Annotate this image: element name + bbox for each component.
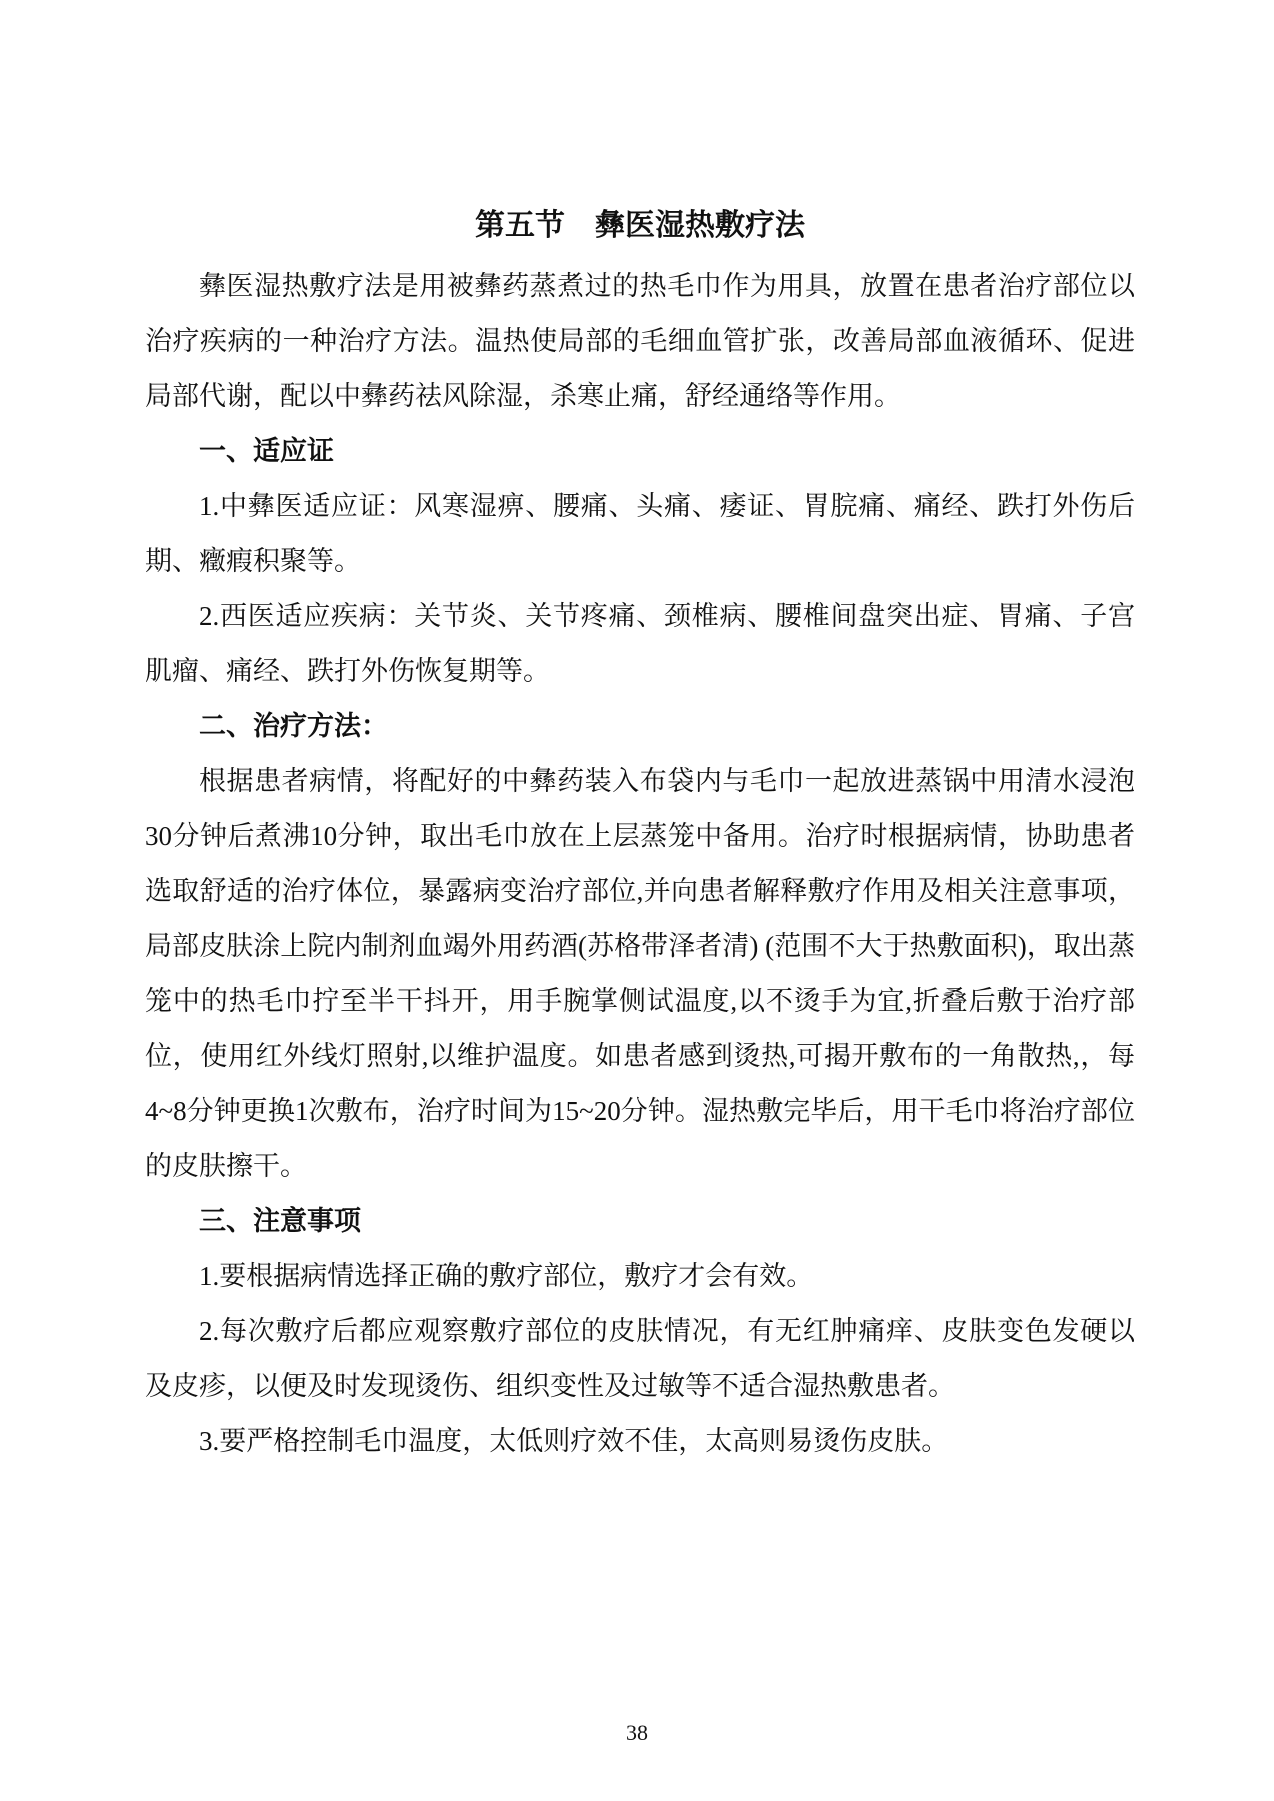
page-number: 38 [626, 1720, 648, 1745]
indications-item-2: 2.西医适应疾病：关节炎、关节疼痛、颈椎病、腰椎间盘突出症、胃痛、子宫肌瘤、痛经、跌打外伤恢复期等。 [145, 601, 1135, 686]
page-footer [0, 1718, 1274, 1748]
precautions-item-3: 3.要严格控制毛巾温度，太低则疗效不佳，太高则易烫伤皮肤。 [199, 1426, 949, 1456]
heading-precautions: 三、注意事项 [199, 1206, 361, 1236]
treatment-method-paragraph: 根据患者病情，将配好的中彝药装入布袋内与毛巾一起放进蒸锅中用清水浸泡30分钟后煮沸10分钟，取出毛巾放在上层蒸笼中备用。治疗时根据病情，协助患者选取舒适的治疗体位，暴露病变治疗部位,并向患者解释敷疗作用及相关注意事项，局部皮肤涂上院内制剂血竭外用药酒(苏格带泽者清) (范围不大于热敷面积)，取出蒸笼中的热毛巾拧至半干抖开，用手腕掌侧试温度,以不烫手为宜,折叠后敷于治疗部位，使用红外线灯照射,以维护温度。如患者感到烫热,可揭开敷布的一角散热,，每4~8分钟更换1次敷布，治疗时间为15~20分钟。湿热敷完毕后，用干毛巾将治疗部位的皮肤擦干。 [145, 766, 1135, 1181]
document-body [145, 198, 1135, 1469]
precautions-item-2: 2.每次敷疗后都应观察敷疗部位的皮肤情况，有无红肿痛痒、皮肤变色发硬以及皮疹，以便及时发现烫伤、组织变性及过敏等不适合湿热敷患者。 [145, 1316, 1135, 1401]
section-title: 第五节 彝医湿热敷疗法 [475, 209, 805, 242]
heading-indications: 一、适应证 [199, 436, 334, 466]
intro-paragraph: 彝医湿热敷疗法是用被彝药蒸煮过的热毛巾作为用具，放置在患者治疗部位以治疗疾病的一种治疗方法。温热使局部的毛细血管扩张，改善局部血液循环、促进局部代谢，配以中彝药祛风除湿，杀寒止痛，舒经通络等作用。 [145, 271, 1135, 411]
precautions-item-1: 1.要根据病情选择正确的敷疗部位，敷疗才会有效。 [199, 1261, 814, 1291]
heading-treatment-method: 二、治疗方法： [199, 711, 388, 741]
indications-item-1: 1.中彝医适应证：风寒湿痹、腰痛、头痛、痿证、胃脘痛、痛经、跌打外伤后期、癥瘕积聚等。 [145, 491, 1135, 576]
